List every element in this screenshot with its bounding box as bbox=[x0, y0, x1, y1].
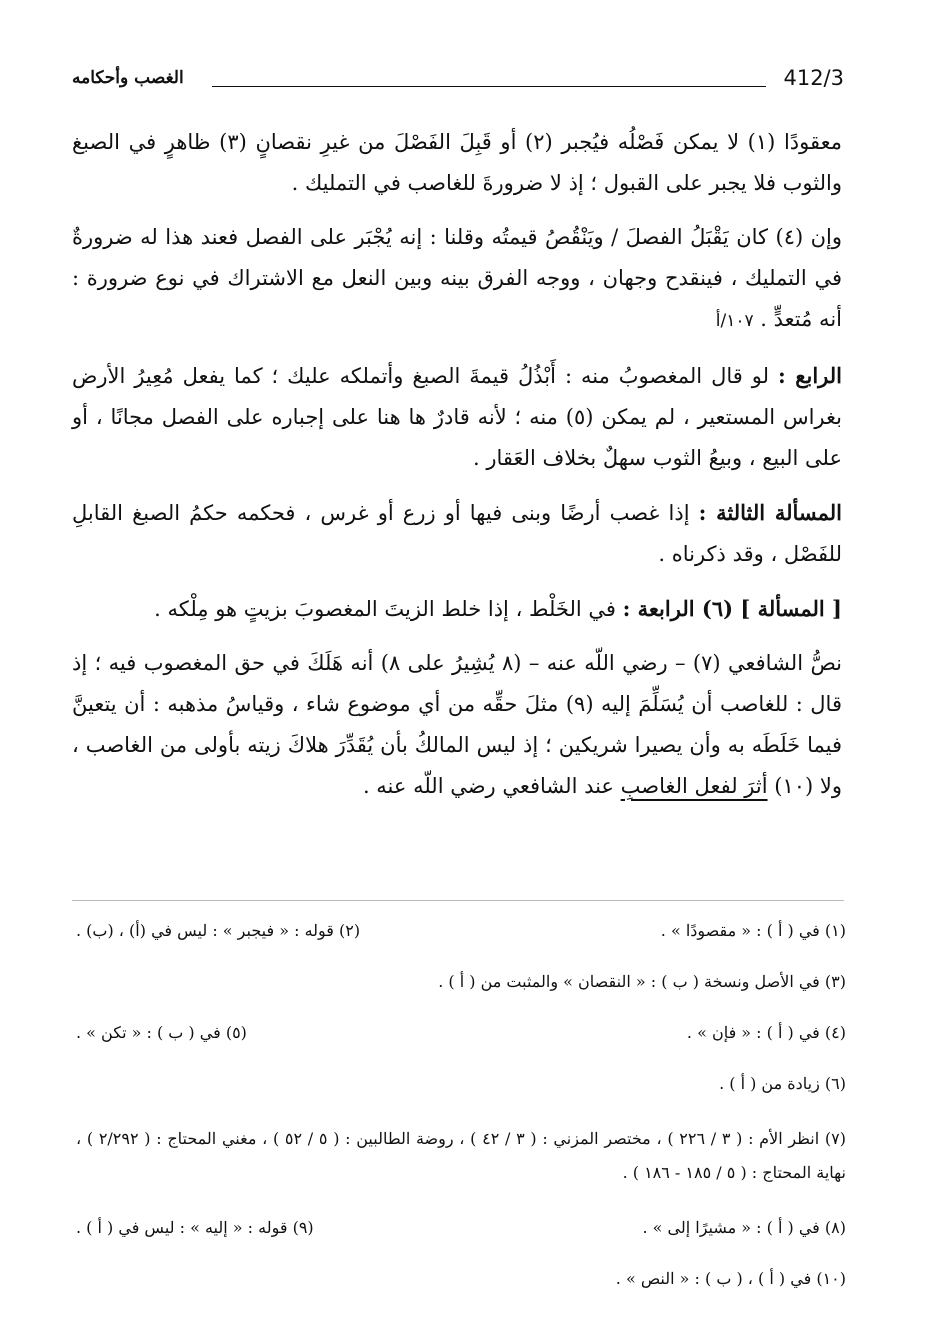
footnote-6: (٦) زيادة من ( أ ) . bbox=[719, 1074, 846, 1093]
paragraph-6-text-start: نصُّ الشافعي (٧) – رضي اللّه عنه – (٨ يُشِيرُ على ٨) أنه هَلَكَ في حق المغصوب فيه ؛ إذ قال : للغاصب أن يُسَلِّمَ إليه (٩) مثلَ حقِّه من أي موضوع شاء ، وقياسُ مذهبه : أن يتعينَّ فيما خَلَطَه به وأن يصيرا شريكين ؛ إذ ليس المالكُ بأن يُقَدِّرَ هلاكَ زيته بأولى من الغاصب ، ولا (١٠) bbox=[72, 651, 843, 798]
header-rule bbox=[212, 86, 766, 87]
paragraph-1: معقودًا (١) لا يمكن فَصْلُه فيُجبر (٢) أو قَبِلَ الفَصْلَ من غيرِ نقصانٍ (٣) ظاهرٍ في الصبغ والثوب فلا يجبر على القبول ؛ إذ لا ضرورةَ للغاصب في التمليك . bbox=[72, 130, 843, 195]
footnote-row bbox=[76, 1122, 846, 1190]
paragraph-5-text: في الخَلْط ، إذا خلط الزيتَ المغصوبَ بزيتٍ هو مِلْكه . bbox=[154, 597, 616, 621]
paragraph-2 bbox=[72, 217, 842, 342]
paragraph-5 bbox=[72, 588, 842, 630]
paragraph-3-text: لو قال المغصوبُ منه : أَبْذُلُ قيمةَ الصبغ وأتملكه عليك ؛ كما يفعل مُعِيرُ الأرض بغراس المستعير ، لم يمكن (٥) منه ؛ لأنه قادرٌ ها هنا على إجباره على الفصل مجانًا ، أو على البيع ، وبيعُ الثوب سهلٌ بخلاف العَقار . bbox=[72, 364, 842, 470]
footnote-7: (٧) انظر الأم : ( ٣ / ٢٢٦ ) ، مختصر المزني : ( ٣ / ٤٢ ) ، روضة الطالبين : ( ٥ / ٥٢ ) ، مغني المحتاج : ( ٢/٢٩٢ ) ، نهاية المحتاج : ( ٥ / ١٨٥ - ١٨٦ ) . bbox=[76, 1129, 846, 1182]
paragraph-4-heading: المسألة الثالثة : bbox=[698, 500, 842, 525]
footnote-separator bbox=[72, 900, 844, 901]
footnote-row bbox=[76, 1266, 846, 1292]
footnote-row bbox=[76, 969, 846, 995]
footnote-2: (٢) قوله : « فيجبر » : ليس في (أ) ، (ب) . bbox=[76, 921, 361, 940]
paragraph-4-text: إذا غصب أرضًا وبنى فيها أو زرع أو غرس ، فحكمه حكمُ الصبغ القابلِ للفَصْل ، وقد ذكرناه . bbox=[72, 501, 842, 566]
footnote-9: (٩) قوله : « إليه » : ليس في ( أ ) . bbox=[76, 1218, 314, 1237]
footnote-row bbox=[76, 1071, 846, 1097]
footnotes bbox=[76, 918, 846, 1317]
footnote-row bbox=[76, 1215, 846, 1241]
footnote-row bbox=[76, 918, 846, 944]
footnote-8: (٨) في ( أ ) : « مشيرًا إلى » . bbox=[642, 1218, 846, 1237]
footnote-1: (١) في ( أ ) : « مقصودًا » . bbox=[660, 921, 846, 940]
footnote-10: (١٠) في ( أ ) ، ( ب ) : « النص » . bbox=[615, 1269, 846, 1288]
paragraph-2-text: وإن (٤) كان يَقْبَلُ الفصلَ / ويَنْقُصُ قيمتُه وقلنا : إنه يُجْبَر على الفصل فعند هذا له ضرورةٌ في التمليك ، فينقدح وجهان ، ووجه الفرق بينه وبين النعل مع الاشتراك في نوع ضرورة : أنه مُتعدٍّ . bbox=[72, 225, 843, 331]
footnote-4: (٤) في ( أ ) : « فإن » . bbox=[686, 1023, 846, 1042]
paragraph-5-heading: [ المسألة ] (٦) الرابعة : bbox=[622, 596, 842, 621]
main-text bbox=[72, 122, 842, 820]
paragraph-6-underlined: أثرَ لفعل الغاصبِ bbox=[620, 774, 768, 798]
footnote-row bbox=[76, 1020, 846, 1046]
paragraph-6 bbox=[72, 643, 842, 807]
paragraph-3-heading: الرابع : bbox=[777, 363, 842, 388]
running-title: الغصب وأحكامه bbox=[72, 68, 184, 88]
running-header bbox=[72, 66, 844, 96]
paragraph-4 bbox=[72, 492, 842, 575]
page-number: 412/3 bbox=[783, 66, 844, 90]
folio-margin-note: ١٠٧/أ bbox=[715, 311, 754, 331]
paragraph-3 bbox=[72, 355, 842, 479]
footnote-3: (٣) في الأصل ونسخة ( ب ) : « النقصان » والمثبت من ( أ ) . bbox=[438, 972, 846, 991]
footnote-5: (٥) في ( ب ) : « تكن » . bbox=[76, 1023, 247, 1042]
paragraph-6-text-end: عند الشافعي رضي اللّه عنه . bbox=[362, 774, 614, 798]
